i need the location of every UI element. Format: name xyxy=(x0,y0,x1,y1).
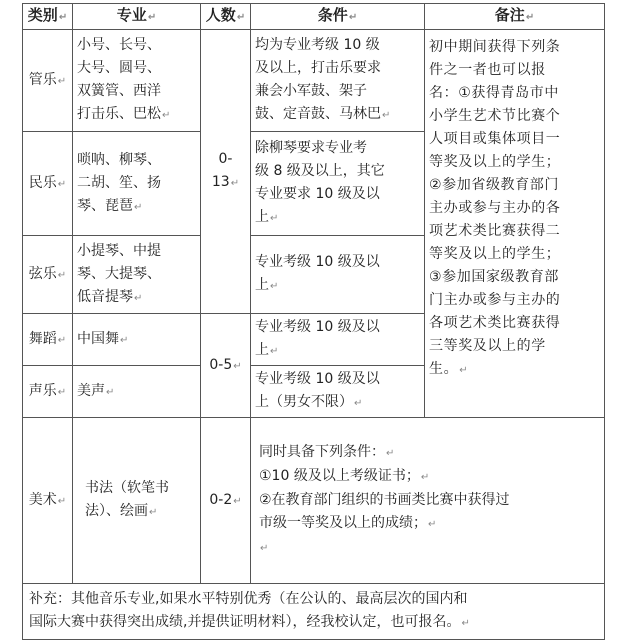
category-strings: 弦乐↵ xyxy=(23,236,73,314)
count-art: 0-2↵ xyxy=(201,418,251,584)
row-art xyxy=(23,418,605,584)
header-row xyxy=(23,4,605,30)
major-vocal: 美声↵ xyxy=(73,366,201,418)
admission-requirements-table xyxy=(22,3,605,640)
category-vocal: 声乐↵ xyxy=(23,366,73,418)
conditions-strings: 专业考级 10 级及以 上↵ xyxy=(251,236,425,314)
conditions-winds: 均为专业考级 10 级 及以上，打击乐要求 兼会小军鼓、架子 鼓、定音鼓、马林巴↵ xyxy=(251,30,425,132)
conditions-folk: 除柳琴要求专业考 级 8 级及以上，其它 专业要求 10 级及以 上↵ xyxy=(251,132,425,236)
count-music: 0-13↵ xyxy=(201,30,251,314)
conditions-vocal: 专业考级 10 级及以 上（男女不限）↵ xyxy=(251,366,425,418)
conditions-dance: 专业考级 10 级及以 上↵ xyxy=(251,314,425,366)
row-supplement xyxy=(23,584,605,640)
conditions-art: 同时具备下列条件：↵ ①10 级及以上考级证书；↵ ②在教育部门组织的书画类比赛中获得过 市级一等奖及以上的成绩；↵ ↵ xyxy=(251,418,605,584)
header-conditions: 条件↵ xyxy=(251,4,425,30)
category-dance: 舞蹈↵ xyxy=(23,314,73,366)
major-winds: 小号、长号、 大号、圆号、 双簧管、西洋 打击乐、巴松↵ xyxy=(73,30,201,132)
category-art: 美术↵ xyxy=(23,418,73,584)
remarks-cell: 初中期间获得下列条 件之一者也可以报 名：①获得青岛市中 小学生艺术节比赛个 人项目或集体项目一 等奖及以上的学生； ②参加省级教育部门 主办或参与主办的各 项艺术类比赛获得二 等奖及以上的学生； ③参加国家级教育部 门主办或参与主办的 各项艺术类比赛获得 三等奖及以上的学 生。↵ xyxy=(425,30,605,418)
category-folk: 民乐↵ xyxy=(23,132,73,236)
header-category: 类别↵ xyxy=(23,4,73,30)
major-dance: 中国舞↵ xyxy=(73,314,201,366)
row-winds xyxy=(23,30,605,132)
header-count: 人数↵ xyxy=(201,4,251,30)
header-remarks: 备注↵ xyxy=(425,4,605,30)
major-strings: 小提琴、中提 琴、大提琴、 低音提琴↵ xyxy=(73,236,201,314)
major-folk: 唢呐、柳琴、 二胡、笙、扬 琴、琵琶↵ xyxy=(73,132,201,236)
major-art: 书法（软笔书 法）、绘画↵ xyxy=(73,418,201,584)
header-major: 专业↵ xyxy=(73,4,201,30)
count-dance-vocal: 0-5↵ xyxy=(201,314,251,418)
category-winds: 管乐↵ xyxy=(23,30,73,132)
supplement-note: 补充：其他音乐专业,如果水平特别优秀（在公认的、最高层次的国内和 国际大赛中获得突出成绩,并提供证明材料），经我校认定，也可报名。↵ xyxy=(23,584,605,640)
